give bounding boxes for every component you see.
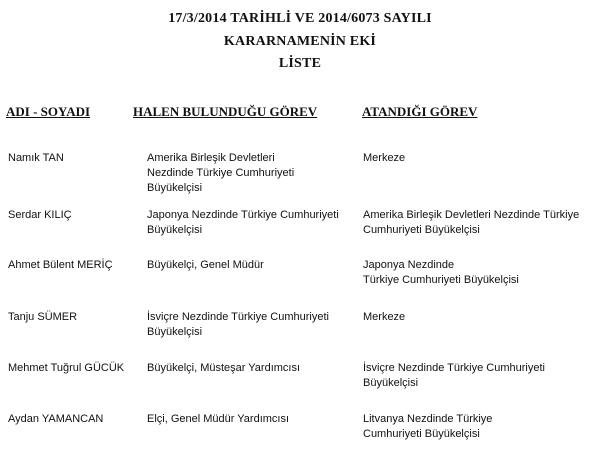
person-name: Mehmet Tuğrul GÜCÜK (8, 362, 125, 374)
current-post (147, 151, 357, 196)
current-post-line: Büyükelçisi (147, 326, 203, 338)
column-header-name: ADI - SOYADI (6, 104, 91, 119)
current-post (147, 361, 357, 376)
appointed-post (363, 258, 598, 288)
appointed-post-line: Cumhuriyeti Büyükelçisi (363, 224, 480, 236)
person-name: Namık TAN (8, 152, 64, 164)
document-title-line-2: KARARNAMENİN EKİ (223, 34, 377, 49)
current-post-line: Amerika Birleşik Devletleri (147, 152, 275, 164)
current-post-line: Büyükelçisi (147, 224, 203, 236)
current-post-line: Elçi, Genel Müdür Yardımcısı (147, 413, 290, 425)
appointed-post (363, 310, 598, 325)
appointed-post-line: Amerika Birleşik Devletleri Nezdinde Türkiye (363, 209, 580, 221)
current-post-line: Büyükelçi, Müsteşar Yardımcısı (147, 362, 301, 374)
appointed-post (363, 208, 598, 238)
current-post-line: İsviçre Nezdinde Türkiye Cumhuriyeti (147, 311, 329, 323)
appointed-post (363, 151, 598, 166)
column-header-appointed-post: ATANDIĞI GÖREV (362, 104, 478, 119)
current-post (147, 412, 357, 427)
document-title-line-1: 17/3/2014 TARİHLİ VE 2014/6073 SAYILI (168, 11, 432, 26)
appointed-post-line: İsviçre Nezdinde Türkiye Cumhuriyeti (363, 362, 545, 374)
current-post-line: Japonya Nezdinde Türkiye Cumhuriyeti (147, 209, 339, 221)
current-post (147, 310, 357, 340)
appointed-post (363, 361, 598, 391)
person-name: Tanju SÜMER (8, 311, 78, 323)
document-title-line-3: LİSTE (278, 56, 322, 71)
appointed-post (363, 412, 598, 442)
appointed-post-line: Büyükelçisi (363, 377, 419, 389)
appointed-post-line: Türkiye Cumhuriyeti Büyükelçisi (363, 274, 519, 286)
current-post-line: Büyükelçisi (147, 182, 203, 194)
person-name: Aydan YAMANCAN (8, 413, 104, 425)
appointed-post-line: Merkeze (363, 152, 406, 164)
appointed-post-line: Japonya Nezdinde (363, 259, 455, 271)
person-name: Ahmet Bülent MERİÇ (8, 259, 113, 271)
appointed-post-line: Litvanya Nezdinde Türkiye (363, 413, 493, 425)
current-post (147, 208, 357, 238)
person-name: Serdar KILIÇ (8, 209, 72, 221)
current-post-line: Büyükelçi, Genel Müdür (147, 259, 264, 271)
current-post-line: Nezdinde Türkiye Cumhuriyeti (147, 167, 295, 179)
appointed-post-line: Cumhuriyeti Büyükelçisi (363, 428, 480, 440)
column-header-current-post: HALEN BULUNDUĞU GÖREV (133, 104, 318, 119)
current-post (147, 258, 357, 273)
appointed-post-line: Merkeze (363, 311, 406, 323)
